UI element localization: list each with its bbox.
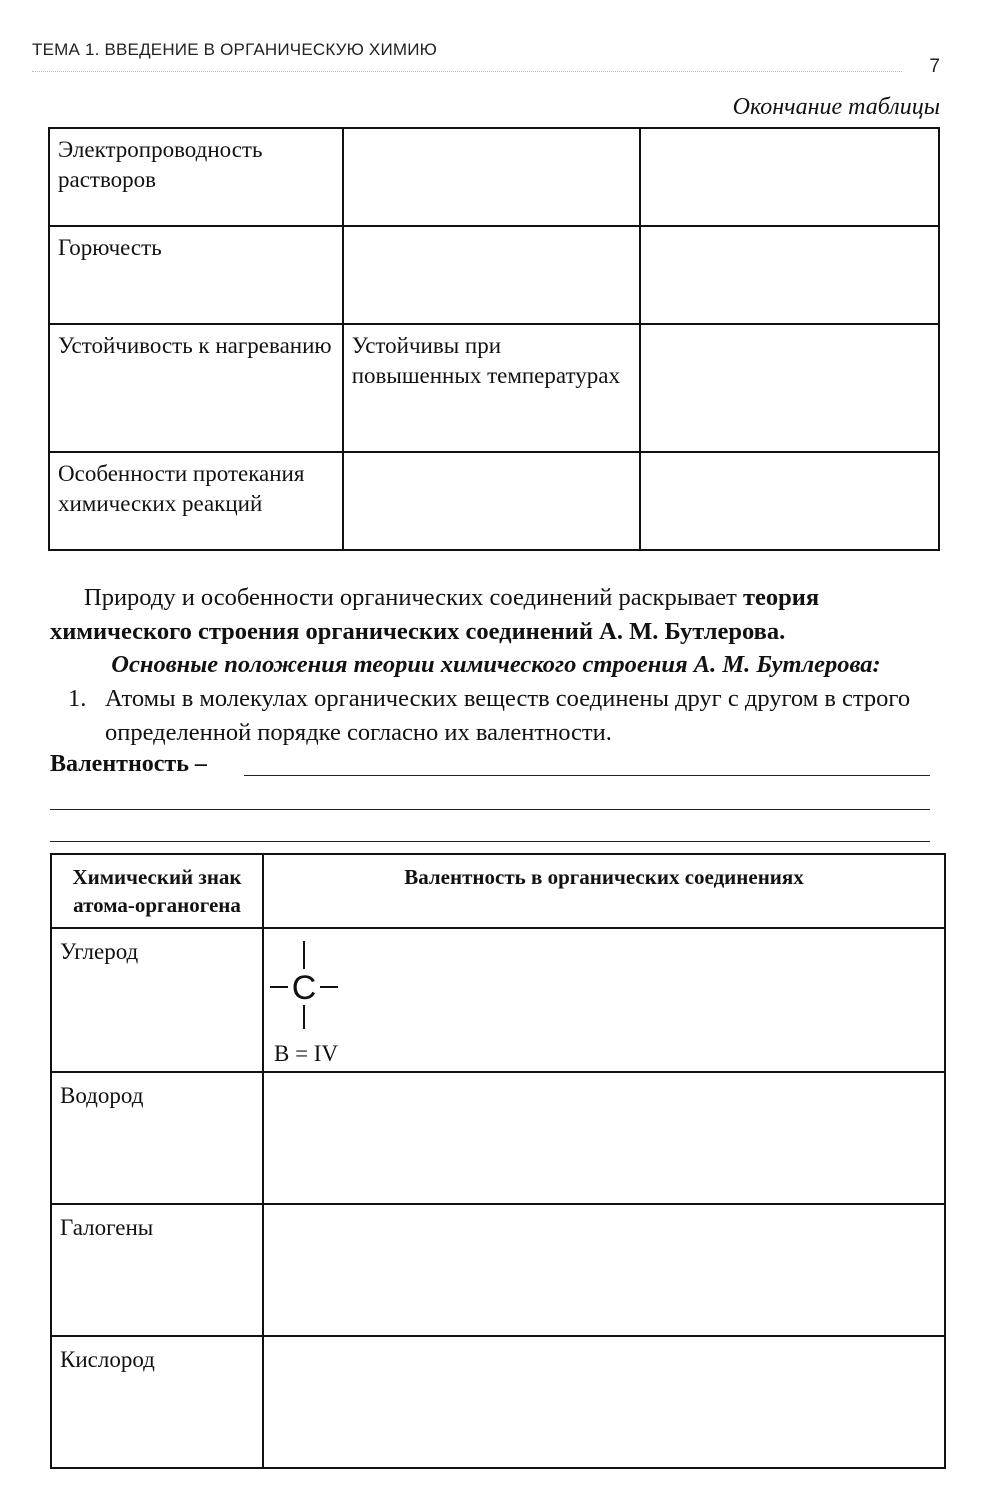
property-cell: Особенности протекания химических реакций [49, 452, 343, 550]
element-cell: Кислород [51, 1336, 263, 1468]
element-cell: Галогены [51, 1204, 263, 1336]
intro-bold-text: теория химического строения органических соединений А. М. Бутлерова. [50, 584, 820, 645]
carbon-symbol: C [291, 969, 317, 1007]
page-number: 7 [929, 56, 940, 77]
topic-title: ТЕМА 1. ВВЕДЕНИЕ В ОРГАНИЧЕСКУЮ ХИМИЮ [32, 40, 438, 59]
table-row [49, 452, 939, 550]
answer-cell[interactable] [343, 128, 640, 226]
element-cell: Углерод [51, 928, 263, 1072]
property-cell: Устойчивость к нагреванию [49, 324, 343, 452]
table-row [49, 226, 939, 324]
answer-cell[interactable] [640, 226, 939, 324]
answer-line[interactable] [50, 809, 930, 810]
theory-heading-colon: : [872, 651, 881, 678]
answer-line[interactable] [50, 841, 930, 842]
answer-cell[interactable] [640, 324, 939, 452]
valence-table [50, 853, 946, 1469]
property-cell: Горючесть [49, 226, 343, 324]
page-header [32, 40, 940, 80]
table-header-row [51, 854, 945, 928]
column-header-valence: Валентность в органических соединениях [263, 854, 945, 928]
table-row [49, 324, 939, 452]
list-item-text: Атомы в молекулах органических веществ соединены друг с другом в строго определенной порядке согласно их валентности. [105, 685, 911, 746]
answer-cell[interactable] [640, 452, 939, 550]
intro-paragraph [50, 581, 942, 649]
answer-cell[interactable] [640, 128, 939, 226]
table-row [51, 1336, 945, 1468]
valence-cell[interactable] [263, 1204, 945, 1336]
theory-heading-text: Основные положения теории химического строения А. М. Бутлерова [111, 651, 873, 678]
valence-label: Валентность – [50, 751, 207, 777]
element-cell: Водород [51, 1072, 263, 1204]
answer-cell[interactable] [343, 452, 640, 550]
valence-cell[interactable] [263, 1336, 945, 1468]
carbon-structure-icon [268, 933, 358, 1033]
table-row [51, 928, 945, 1072]
list-item-number: 1. [68, 685, 87, 712]
answer-cell[interactable] [343, 226, 640, 324]
column-header-symbol: Химический знак атома-органогена [51, 854, 263, 928]
carbon-valence-note: B = IV [274, 1041, 339, 1066]
intro-text: Природу и особенности органических соединений раскрывает [84, 584, 743, 611]
answer-cell: Устойчивы при повышенных температурах [343, 324, 640, 452]
table-caption: Окончание таблицы [732, 94, 940, 120]
valence-cell[interactable] [263, 1072, 945, 1204]
table-row [51, 1072, 945, 1204]
table-row [51, 1204, 945, 1336]
valence-cell [263, 928, 945, 1072]
answer-line[interactable] [244, 775, 930, 776]
theory-heading [50, 648, 942, 682]
header-rule [32, 71, 902, 72]
properties-table [48, 127, 940, 551]
table-row [49, 128, 939, 226]
property-cell: Электропроводность растворов [49, 128, 343, 226]
